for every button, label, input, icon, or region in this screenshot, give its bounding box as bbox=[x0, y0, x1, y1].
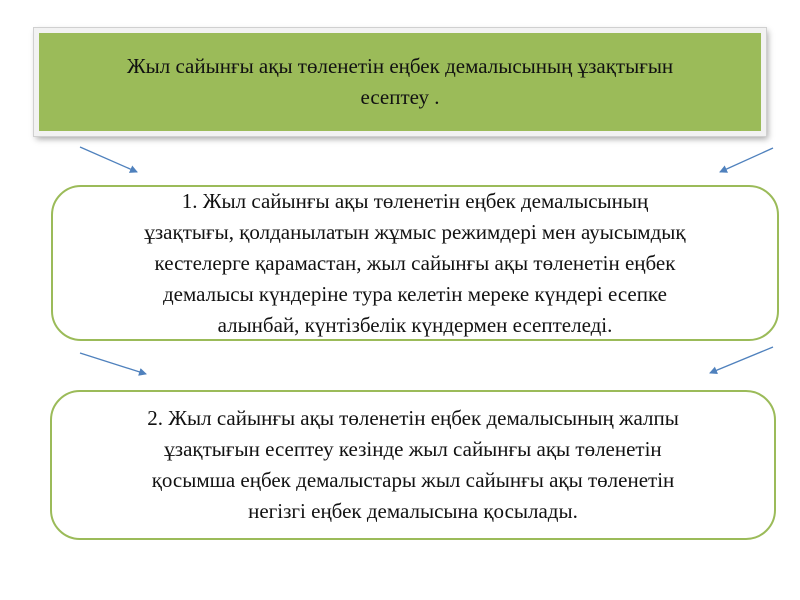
step-1-line-1: 1. Жыл сайынғы ақы төленетін еңбек демалысының bbox=[181, 188, 649, 213]
title-line-2: есептеу . bbox=[360, 85, 440, 109]
step-2-line-4: негізгі еңбек демалысына қосылады. bbox=[248, 499, 578, 523]
step-2-text bbox=[147, 403, 679, 527]
step-1-line-2: ұзақтығы, қолданылатын жұмыс режимдері мен ауысымдық bbox=[144, 219, 686, 244]
step-2-line-2: ұзақтығын есептеу кезінде жыл сайынғы ақы төленетін bbox=[164, 437, 662, 461]
step-1-line-3: кестелерге қарамастан, жыл сайынғы ақы төленетін еңбек bbox=[154, 250, 676, 275]
step-1-text bbox=[144, 186, 685, 341]
arrow-right-bottom bbox=[710, 347, 773, 373]
title-line-1: Жыл сайынғы ақы төленетін еңбек демалысының ұзақтығын bbox=[126, 54, 674, 78]
step-1-line-5: алынбай, күнтізбелік күндермен есептеледі. bbox=[217, 312, 613, 337]
arrow-left-top bbox=[80, 147, 137, 172]
arrow-left-bottom bbox=[80, 353, 146, 374]
step-2-line-1: 2. Жыл сайынғы ақы төленетін еңбек демалысының жалпы bbox=[147, 406, 679, 430]
arrow-right-top bbox=[720, 148, 773, 172]
step-1-line-4: демалысы күндеріне тура келетін мереке күндері есепке bbox=[163, 281, 667, 306]
step-2-line-3: қосымша еңбек демалыстары жыл сайынғы ақы төленетін bbox=[151, 468, 675, 492]
title-box bbox=[34, 28, 766, 136]
title-text bbox=[127, 51, 673, 113]
step-2-box bbox=[50, 390, 776, 540]
step-1-box bbox=[51, 185, 779, 341]
